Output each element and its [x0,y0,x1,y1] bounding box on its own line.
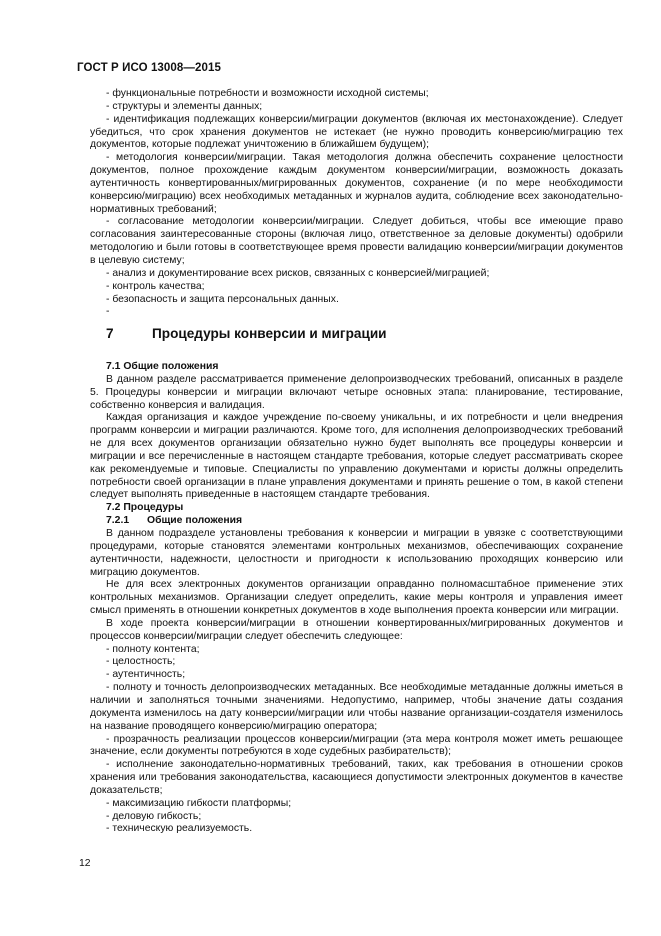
section-number: 7 [106,326,114,342]
list-item: - полноту и точность делопроизводческих метаданных. Все необходимые метаданные должны иметься в наличии и заполняться точными значениями. Недопустимо, например, чтобы значение даты создания документа изменилось на дату конверсии/миграции или чтобы название организации-создателя изменилось на название проводящего конверсию/миграцию оператора; [90,682,623,732]
subsection-heading: 7.2 Процедуры [106,502,184,514]
list-item: - целостность; [106,656,176,668]
paragraph: Каждая организация и каждое учреждение по-своему уникальны, и их потребности и цели внедрения программ конверсии и миграции различаются. Кроме того, для исполнения делопроизводческих требований не для всех документов организации обязательно нужно будет выполнять все процедуры конверсии и миграции и все перечисленные в настоящем стандарте требования, которые следует рассматривать скорее как рекомендуемые и типовые. Специалисты по управлению документами и юристы должны определить потребности своей организации в плане управления документами и принять решение о том, в какой степени следует выполнять приведенные в настоящем стандарте требования. [90,412,623,501]
list-item: - деловую гибкость; [106,810,202,822]
list-item: - контроль качества; [106,280,205,292]
list-item: - методология конверсии/миграции. Такая методология должна обеспечить сохранение целостности документов, полное прохождение каждым документом конверсии/миграции, возможность доказать аутентичность конвертированных/мигрированных документов, сохранение (и по мере необходимости конверсию/миграцию) всех необходимых метаданных и журналов аудита, соблюдение всех законодательно-нормативных требований; [90,152,623,215]
paragraph: В данном подразделе установлены требования к конверсии и миграции в увязке с соответствующими процедурами, которые становятся элементами контрольных механизмов, обеспечивающих сохранение аутентичности, надежности, целостности и пригодности к использованию проходящих конверсию или миграцию документов. [90,528,623,578]
list-item: - максимизацию гибкости платформы; [106,797,292,809]
subsubsection-number: 7.2.1 [106,515,130,527]
list-item: - анализ и документирование всех рисков, связанных с конверсией/миграцией; [106,267,490,279]
list-item: - структуры и элементы данных; [106,100,263,112]
list-item: - согласование методологии конверсии/миграции. Следует добиться, чтобы все имеющие право согласования заинтересованные стороны (включая лицо, ответственное за деловые документы) одобрили методологию и были готовы в соответствующее время провести валидацию конверсии/миграции документов в целевую систему; [90,216,623,266]
list-item: - исполнение законодательно-нормативных требований, таких, как требования в отношении сроков хранения или требования законодательства, касающиеся допустимости электронных документов в качестве доказательств; [90,759,623,796]
list-item: - техническую реализуемость. [106,823,253,835]
subsection-heading: 7.1 Общие положения [106,361,219,373]
list-item: - прозрачность реализации процессов конверсии/миграции (эта мера контроля может иметь решающее значение, если документы потребуются в ходе судебных разбирательств); [90,733,623,758]
subsubsection-heading [90,515,623,528]
list-item: - идентификация подлежащих конверсии/миграции документов (включая их местонахождение). Следует убедиться, что срок хранения документов не истекает (не нужно проводить конверсию/миграцию тех документов, которые подлежат уничтожению в ближайшем будущем); [90,113,623,151]
list-item: - полноту контента; [106,643,200,655]
subsubsection-title: Общие положения [147,515,243,527]
list-item: - аутентичность; [106,669,186,681]
paragraph: Не для всех электронных документов организации оправданно полномасштабное применение этих контрольных механизмов. Организации следует определить, какие меры контроля и управления имеет смысл применять в отношении конкретных документов в ходе выполнения проекта конверсии или миграции. [90,579,623,617]
document-header: ГОСТ Р ИСО 13008—2015 [77,62,222,74]
page-content [90,88,623,836]
section-heading [90,328,623,341]
paragraph: В ходе проекта конверсии/миграции в отношении конвертированных/мигрированных документов и процессов конверсии/миграции следует обеспечить следующее: [90,617,623,642]
list-item: - [106,306,110,318]
page-number: 12 [79,858,91,869]
section-title: Процедуры конверсии и миграции [152,326,387,342]
list-item: - функциональные потребности и возможности исходной системы; [106,88,429,99]
paragraph: В данном разделе рассматривается применение делопроизводческих требований, описанных в разделе 5. Процедуры конверсии и миграции включают четыре основных этапа: планирование, тестирование, собственно конверсия и валидация. [90,373,623,411]
list-item: - безопасность и защита персональных данных. [106,293,339,305]
